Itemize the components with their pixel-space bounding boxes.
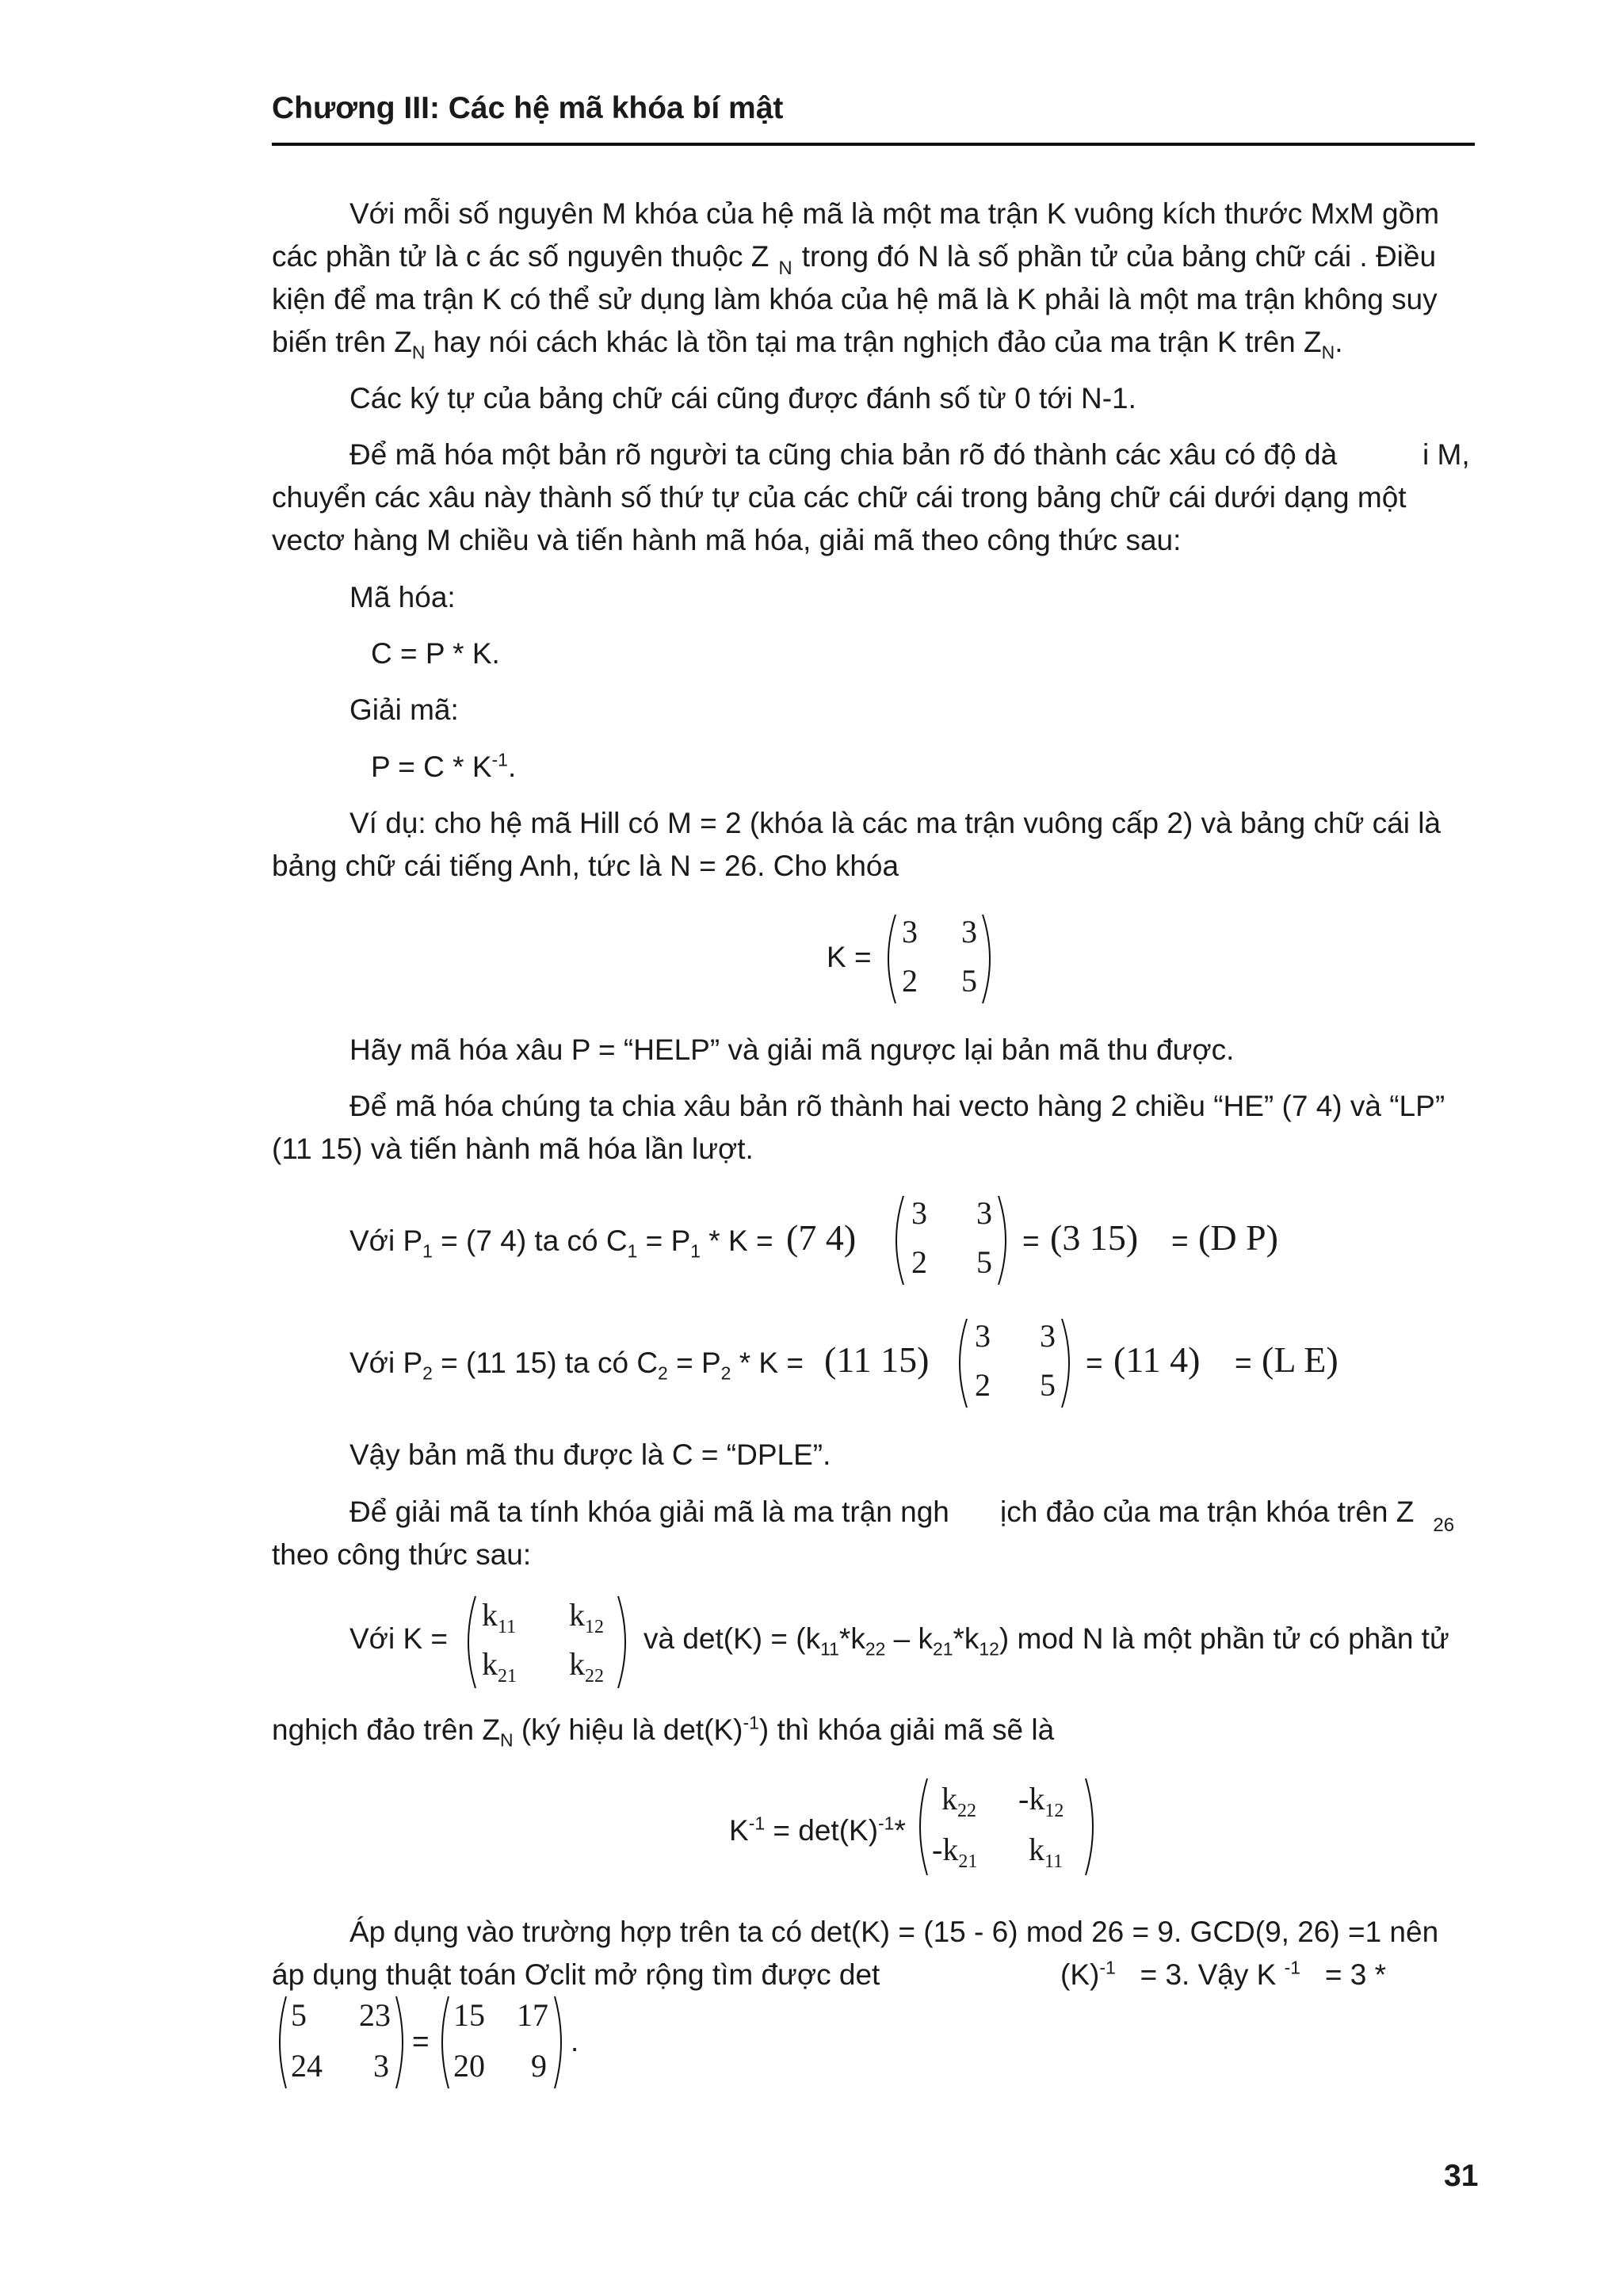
matrix-cell: 5	[961, 963, 977, 999]
kinv-matrix	[911, 1775, 1102, 1878]
para3-line1a: Để mã hóa một bản rõ người ta cũng chia bản rõ đó thành các xâu có độ dà	[349, 438, 1338, 471]
encrypt-label: Mã hóa:	[349, 581, 456, 613]
para2: Các ký tự của bảng chữ cái cũng được đánh số từ 0 tới N-1.	[349, 382, 1136, 415]
para3-line3: vectơ hàng M chiều và tiến hành mã hóa, giải mã theo công thức sau:	[272, 524, 1182, 556]
withk-label: Với K =	[349, 1622, 449, 1655]
key-matrix	[880, 911, 999, 1007]
split-line2: (11 15) và tiến hành mã hóa lần lượt.	[272, 1133, 754, 1165]
matrix-cell: 23	[359, 1997, 391, 2033]
para1-line1: Với mỗi số nguyên M khóa của hệ mã là một ma trận K vuông kích thước MxM gồm	[349, 197, 1440, 230]
matrix-cell: 5	[976, 1244, 992, 1280]
matrix-cell: 5	[1040, 1367, 1056, 1403]
decrypt-formula: $P = C * K^{-1}$.	[371, 749, 517, 783]
example-line2: bảng chữ cái tiếng Anh, tức là N = 26. Cho khóa	[272, 850, 899, 882]
matrix-cell: $k_{21}$	[482, 1646, 517, 1687]
decrypt-intro-line1b: ịch đảo của ma trận khóa trên Z $_{26}$	[1000, 1496, 1455, 1536]
para1-line3: kiện để ma trận K có thể sử dụng làm khóa của hệ mã là K phải là một ma trận không suy	[272, 283, 1438, 315]
enc2-text: Với $P_2 = (11$ 15) ta có $C_2 = P_2 * K$ =	[349, 1347, 804, 1384]
enc2-equals-2: =	[1235, 1347, 1252, 1379]
matrix-cell: 3	[1040, 1318, 1056, 1354]
general-key-matrix	[460, 1593, 634, 1691]
decrypt-intro-line1a: Để giải mã ta tính khóa giải mã là ma trận ngh	[349, 1496, 949, 1528]
matrix-cell: 5	[291, 1997, 307, 2033]
final-matrix-right	[434, 1993, 569, 2092]
enc2-key-matrix	[951, 1316, 1078, 1411]
enc1-vector: (7 4)	[786, 1217, 857, 1258]
matrix-cell: $k_{22}$	[569, 1646, 604, 1687]
enc2-result-letters: (L E)	[1262, 1339, 1338, 1380]
matrix-cell: 15	[453, 1997, 485, 2033]
para3-line2: chuyển các xâu này thành số thứ tự của các chữ cái trong bảng chữ cái dưới dạng một	[272, 481, 1407, 514]
apply-line1: Áp dụng vào trường hợp trên ta có det(K) = (15 - 6) mod 26 = 9. GCD(9, 26) =1 nên	[349, 1916, 1439, 1948]
enc1-equals-2: =	[1171, 1224, 1189, 1257]
page-number: 31	[1444, 2159, 1479, 2193]
decrypt-intro-line2: theo công thức sau:	[272, 1538, 532, 1571]
enc1-equals: =	[1022, 1224, 1040, 1257]
kinv-label: $K^{-1} = \det(K)^{-1}*$	[729, 1813, 906, 1847]
matrix-cell: $-k_{21}$	[932, 1832, 978, 1872]
result-line: Vậy bản mã thu được là C = “DPLE”.	[349, 1438, 831, 1471]
matrix-cell: $k_{22}$	[941, 1781, 976, 1821]
matrix-cell: 3	[373, 2048, 389, 2084]
para1-line4: biến trên $Z_N$ hay nói cách khác là tồn tại ma trận nghịch đảo của ma trận K trên $Z_N$.	[272, 326, 1343, 363]
matrix-cell: 3	[976, 1195, 992, 1231]
para1-line2: các phần tử là c ác số nguyên thuộc Z $_N$ trong đó N là số phần tử của bảng chữ cái . Điều	[272, 240, 1437, 279]
matrix-cell: $k_{11}$	[1029, 1832, 1064, 1872]
header-rule	[272, 143, 1475, 146]
final-dot: .	[571, 2025, 579, 2057]
matrix-cell: $k_{11}$	[482, 1597, 517, 1637]
matrix-cell: 3	[975, 1318, 991, 1354]
enc1-result-numbers: (3 15)	[1050, 1217, 1139, 1258]
apply-line2b: $(K)^{-1}$ = 3. Vậy K $^{-1}$ = 3 *	[1060, 1957, 1387, 1991]
enc2-equals: =	[1086, 1347, 1103, 1379]
matrix-cell: 17	[517, 1997, 548, 2033]
example-line1: Ví dụ: cho hệ mã Hill có M = 2 (khóa là các ma trận vuông cấp 2) và bảng chữ cái là	[349, 807, 1442, 839]
final-equals: =	[412, 2025, 430, 2057]
para3-line1b: i M,	[1423, 438, 1470, 471]
split-line1: Để mã hóa chúng ta chia xâu bản rõ thành hai vecto hàng 2 chiều “HE” (7 4) và “LP”	[349, 1090, 1445, 1122]
matrix-brackets	[951, 1316, 1078, 1411]
enc1-result-letters: (D P)	[1198, 1217, 1278, 1258]
encrypt-formula: C = P * K.	[371, 637, 500, 670]
matrix-cell: $-k_{12}$	[1018, 1781, 1064, 1821]
matrix-cell: 3	[961, 914, 977, 949]
enc2-result-numbers: (11 4)	[1113, 1339, 1201, 1380]
chapter-title: Chương III: Các hệ mã khóa bí mật	[272, 91, 784, 125]
matrix-cell: 20	[453, 2048, 485, 2084]
final-matrix-left	[272, 1993, 411, 2092]
enc1-key-matrix	[888, 1193, 1014, 1288]
det-formula: và $\det(K) = (k_{11}*k_{22} - k_{21}*k_{12})$ mod N là một phần tử có phần tử	[643, 1622, 1449, 1660]
matrix-cell: 24	[291, 2048, 323, 2084]
key-label: K =	[827, 941, 872, 973]
matrix-cell: 9	[531, 2048, 547, 2084]
matrix-cell: 2	[911, 1244, 927, 1280]
matrix-cell: 3	[911, 1195, 927, 1231]
task-line: Hãy mã hóa xâu P = “HELP” và giải mã ngược lại bản mã thu được.	[349, 1033, 1235, 1066]
matrix-cell: 3	[902, 914, 918, 949]
matrix-cell: 2	[975, 1367, 991, 1403]
inverse-line: nghịch đảo trên $Z_N$ (ký hiệu là $\det(K)^{-1}$) thì khóa giải mã sẽ là	[272, 1712, 1055, 1751]
matrix-cell: $k_{12}$	[569, 1597, 604, 1637]
matrix-brackets	[888, 1193, 1014, 1288]
decrypt-label: Giải mã:	[349, 693, 459, 726]
matrix-cell: 2	[902, 963, 918, 999]
enc2-vector: (11 15)	[824, 1339, 930, 1380]
enc1-text: Với $P_1 = (7$ 4) ta có $C_1 = P_1 * K$ =	[349, 1224, 773, 1262]
apply-line2a: áp dụng thuật toán Ơclit mở rộng tìm được det	[272, 1958, 880, 1991]
matrix-brackets	[880, 911, 999, 1007]
